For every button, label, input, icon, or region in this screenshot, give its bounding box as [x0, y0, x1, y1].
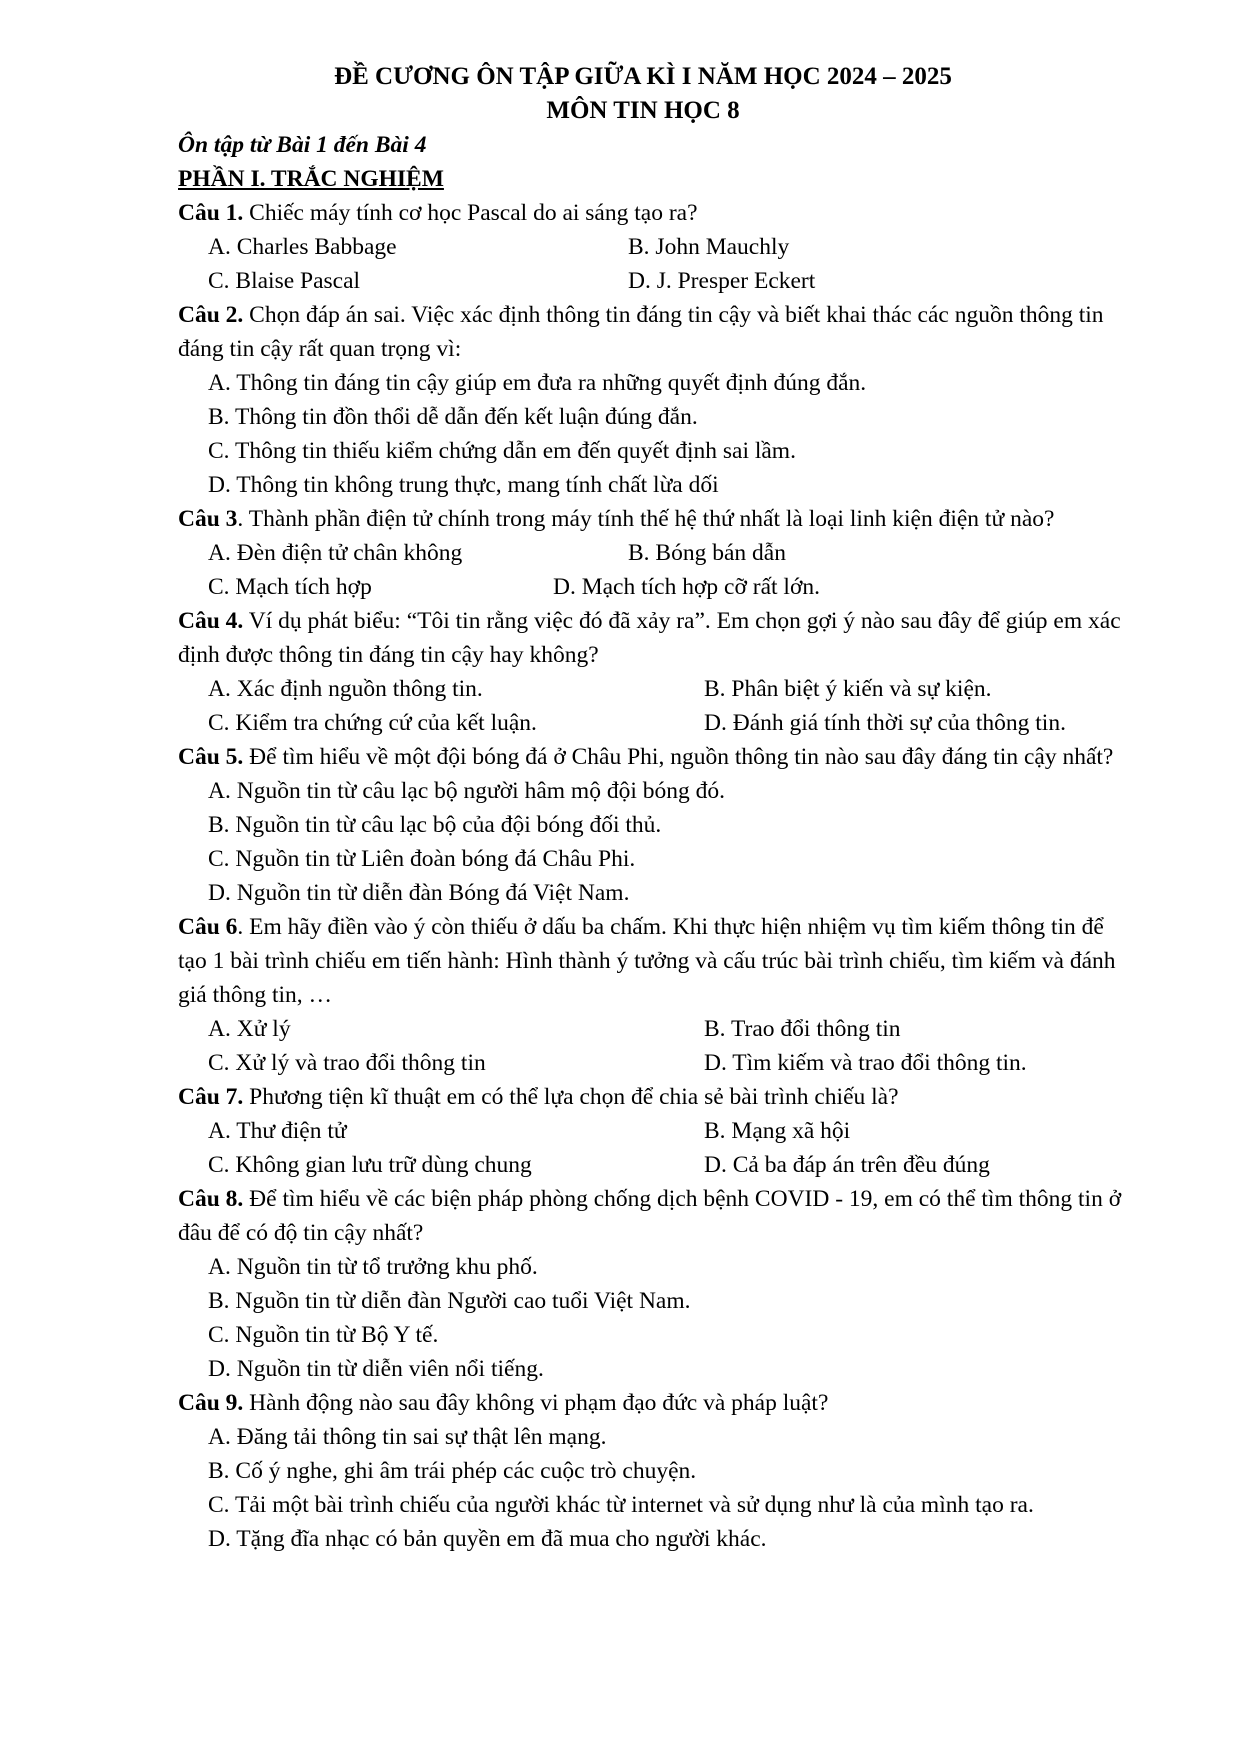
option-c: C. Tải một bài trình chiếu của người khác từ internet và sử dụng như là của mình tạo ra.	[208, 1492, 1034, 1518]
question-4	[178, 604, 1138, 672]
title-line-2: MÔN TIN HỌC 8	[546, 97, 740, 124]
question-6	[178, 910, 1138, 1012]
option-a: A. Nguồn tin từ tổ trưởng khu phố.	[208, 1254, 538, 1280]
option-c: C. Blaise Pascal	[208, 268, 361, 294]
options-row	[208, 706, 1241, 740]
option-a: A. Đèn điện tử chân không	[208, 540, 463, 566]
option-c: C. Không gian lưu trữ dùng chung	[208, 1152, 532, 1178]
option-b: B. Bóng bán dẫn	[628, 540, 786, 566]
option-d: D. Nguồn tin từ diễn đàn Bóng đá Việt Nam.	[208, 880, 630, 906]
option-d: D. Tặng đĩa nhạc có bản quyền em đã mua cho người khác.	[208, 1526, 767, 1552]
question-text: Ví dụ phát biểu: “Tôi tin rằng việc đó đã xảy ra”. Em chọn gợi ý nào sau đây để giúp em xác định được thông tin đáng tin cậy hay không?	[178, 608, 1121, 668]
title-line-1: ĐỀ CƯƠNG ÔN TẬP GIỮA KÌ I NĂM HỌC 2024 – 2025	[334, 63, 952, 90]
question-text: . Thành phần điện tử chính trong máy tính thế hệ thứ nhất là loại linh kiện điện tử nào?	[237, 506, 1055, 532]
question-1	[178, 196, 1138, 230]
document-subtitle: Ôn tập từ Bài 1 đến Bài 4	[178, 132, 427, 158]
option-a: A. Xác định nguồn thông tin.	[208, 676, 483, 702]
options-row	[208, 264, 1241, 298]
question-text: . Em hãy điền vào ý còn thiếu ở dấu ba chấm. Khi thực hiện nhiệm vụ tìm kiếm thông tin để tạo 1 bài trình chiếu em tiến hành: Hình thành ý tưởng và cấu trúc bài trình chiếu, tìm kiếm và đánh giá thông tin, …	[178, 914, 1116, 1008]
question-text: Hành động nào sau đây không vi phạm đạo đức và pháp luật?	[243, 1390, 829, 1416]
options-row	[208, 570, 1241, 604]
question-label: Câu 8.	[178, 1186, 244, 1212]
option-b: B. Cố ý nghe, ghi âm trái phép các cuộc trò chuyện.	[208, 1458, 697, 1484]
option-c: C. Nguồn tin từ Bộ Y tế.	[208, 1322, 439, 1348]
option-d: D. Tìm kiếm và trao đổi thông tin.	[704, 1050, 1027, 1076]
options-row	[208, 672, 1241, 706]
option-d: D. Thông tin không trung thực, mang tính chất lừa dối	[208, 472, 719, 498]
question-7	[178, 1080, 1138, 1114]
option-c: C. Mạch tích hợp	[208, 574, 372, 600]
question-8	[178, 1182, 1138, 1250]
option-b: B. Nguồn tin từ diễn đàn Người cao tuổi Việt Nam.	[208, 1288, 691, 1314]
document-title	[178, 60, 1108, 128]
section-heading: PHẦN I. TRẮC NGHIỆM	[178, 166, 444, 192]
question-9	[178, 1386, 1138, 1420]
question-5	[178, 740, 1138, 774]
question-label: Câu 6	[178, 914, 238, 940]
option-c: C. Kiểm tra chứng cứ của kết luận.	[208, 710, 537, 736]
option-d: D. Cả ba đáp án trên đều đúng	[704, 1152, 990, 1178]
option-b: B. Trao đổi thông tin	[704, 1016, 901, 1042]
options-row	[208, 536, 1241, 570]
option-b: B. Mạng xã hội	[704, 1118, 851, 1144]
option-a: A. Thư điện tử	[208, 1118, 347, 1144]
question-label: Câu 7.	[178, 1084, 244, 1110]
option-b: B. John Mauchly	[628, 234, 790, 260]
question-3	[178, 502, 1138, 536]
option-b: B. Nguồn tin từ câu lạc bộ của đội bóng đối thủ.	[208, 812, 662, 838]
question-label: Câu 4.	[178, 608, 244, 634]
option-d: D. Nguồn tin từ diễn viên nổi tiếng.	[208, 1356, 544, 1382]
question-2	[178, 298, 1138, 366]
options-row	[208, 1046, 1241, 1080]
question-text: Để tìm hiểu về các biện pháp phòng chống dịch bệnh COVID - 19, em có thể tìm thông tin ở đâu để có độ tin cậy nhất?	[178, 1186, 1122, 1246]
question-label: Câu 3	[178, 506, 238, 532]
option-d: D. J. Presper Eckert	[628, 268, 816, 294]
question-label: Câu 9.	[178, 1390, 244, 1416]
options-row	[208, 1114, 1241, 1148]
option-a: A. Thông tin đáng tin cậy giúp em đưa ra những quyết định đúng đắn.	[208, 370, 867, 396]
option-b: B. Thông tin đồn thổi dễ dẫn đến kết luận đúng đắn.	[208, 404, 698, 430]
question-label: Câu 5.	[178, 744, 244, 770]
option-c: C. Xử lý và trao đổi thông tin	[208, 1050, 486, 1076]
option-a: A. Xử lý	[208, 1016, 291, 1042]
question-text: Chiếc máy tính cơ học Pascal do ai sáng tạo ra?	[243, 200, 698, 226]
question-text: Để tìm hiểu về một đội bóng đá ở Châu Phi, nguồn thông tin nào sau đây đáng tin cậy nhất?	[243, 744, 1114, 770]
option-a: A. Đăng tải thông tin sai sự thật lên mạng.	[208, 1424, 607, 1450]
option-d: D. Mạch tích hợp cỡ rất lớn.	[553, 574, 820, 600]
option-c: C. Nguồn tin từ Liên đoàn bóng đá Châu Phi.	[208, 846, 636, 872]
question-label: Câu 1.	[178, 200, 244, 226]
options-row	[208, 1148, 1241, 1182]
question-text: Chọn đáp án sai. Việc xác định thông tin đáng tin cậy và biết khai thác các nguồn thông tin đáng tin cậy rất quan trọng vì:	[178, 302, 1104, 362]
question-text: Phương tiện kĩ thuật em có thể lựa chọn để chia sẻ bài trình chiếu là?	[243, 1084, 899, 1110]
options-row	[208, 1012, 1241, 1046]
question-label: Câu 2.	[178, 302, 244, 328]
option-c: C. Thông tin thiếu kiểm chứng dẫn em đến quyết định sai lầm.	[208, 438, 796, 464]
option-a: A. Nguồn tin từ câu lạc bộ người hâm mộ đội bóng đó.	[208, 778, 725, 804]
option-b: B. Phân biệt ý kiến và sự kiện.	[704, 676, 992, 702]
option-d: D. Đánh giá tính thời sự của thông tin.	[704, 710, 1066, 736]
option-a: A. Charles Babbage	[208, 234, 397, 260]
options-row	[208, 230, 1241, 264]
